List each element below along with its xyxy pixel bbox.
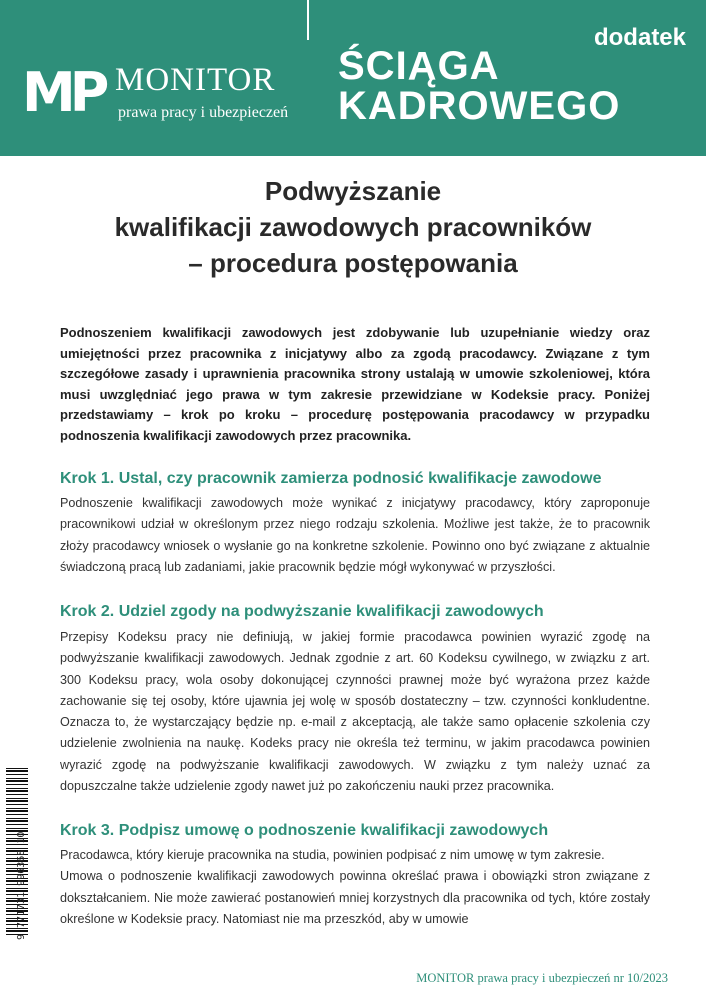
- publication-title-line-2: KADROWEGO: [338, 84, 621, 128]
- document-title-line-1: Podwyższanie: [264, 176, 442, 206]
- publication-title-line-1: ŚCIĄGA: [338, 44, 500, 88]
- step-1-body: [60, 493, 650, 578]
- intro-paragraph: Podnoszeniem kwalifikacji zawodowych jest zdobywanie lub uzupełnianie wiedzy oraz umiejętności przez pracownika z inicjatywy albo za zgodą pracodawcy. Związane z tym szczegółowe zasady i uprawnienia pracownika strony ustalają w umowie szkoleniowej, która musi uwzględniać jego prawa w tym zakresie przewidziane w Kodeksie pracy. Poniżej przedstawiamy – krok po kroku – procedurę postępowania pracodawcy w przypadku podnoszenia kwalifikacji zawodowych przez pracownika.: [60, 325, 650, 443]
- document-title: [40, 173, 666, 281]
- header-banner: [0, 0, 706, 156]
- document-title-line-3: – procedura postępowania: [188, 248, 518, 278]
- step-2-heading: Krok 2. Udziel zgody na podwyższanie kwalifikacji zawodowych: [60, 603, 544, 620]
- document-title-line-2: kwalifikacji zawodowych pracowników: [114, 212, 592, 242]
- page-footer: MONITOR prawa pracy i ubezpieczeń nr 10/2023: [416, 971, 668, 985]
- step-2-paragraph-1: Przepisy Kodeksu pracy nie definiują, w jakiej formie pracodawca powinien wyrazić zgodę na podwyższanie kwalifikacji zawodowych. Jednak zgodnie z art. 60 Kodeksu cywilnego, w związku z art. 300 Kodeksu pracy, wola osoby dokonującej czynności prawnej może być wyrażona przez każde zachowanie się tej osoby, które ujawnia jej wolę w sposób dostateczny – tzw. czynności konkludentne. Oznacza to, że wystarczający będzie np. e-mail z akceptacją, ale także samo opłacenie szkolenia czy udzielenie zwolnienia na naukę. Kodeks pracy nie określa też terminu, w jakim pracodawca powinien wyrazić zgodę na podwyższanie kwalifikacji zawodowych. W związku z tym należy uznać za dopuszczalne także udzielenie zgody nawet już po zakończeniu nauki przez pracownika.: [60, 630, 650, 794]
- barcode-digits: 9 771731 996368 10: [16, 831, 27, 940]
- step-1-heading: Krok 1. Ustal, czy pracownik zamierza podnosić kwalifikacje zawodowe: [60, 470, 602, 487]
- logo-monitor-text: MONITOR: [115, 62, 276, 98]
- step-3-paragraph-1: Pracodawca, który kieruje pracownika na studia, powinien podpisać z nim umowę w tym zakresie.: [60, 848, 605, 862]
- logo-mp-mark: MP: [22, 61, 104, 124]
- step-2-body: [60, 627, 650, 797]
- step-1-paragraph-1: Podnoszenie kwalifikacji zawodowych może wynikać z inicjatywy pracodawcy, który zaproponuje pracownikowi udział w określonym przez niego rodzaju szkolenia. Możliwe jest także, że to pracownik złoży pracodawcy wniosek o wysłanie go na konkretne szkolenie. Powinno ono być związane z aktualnie świadczoną pracą lub zadaniami, jakie pracownik będzie mógł wykonywać w przyszłości.: [60, 496, 650, 574]
- header-divider: [307, 0, 309, 40]
- step-3-heading: Krok 3. Podpisz umowę o podnoszenie kwalifikacji zawodowych: [60, 822, 549, 839]
- step-3-paragraph-2: Umowa o podnoszenie kwalifikacji zawodowych powinna określać prawa i obowiązki stron związane z dokształcaniem. Nie może zawierać postanowień mniej korzystnych dla pracownika od tych, które zostały określone w Kodeksie pracy. Natomiast nie ma przeszkód, aby w umowie: [60, 869, 650, 926]
- supplement-label: dodatek: [593, 24, 686, 51]
- publication-title: [338, 46, 620, 126]
- logo-subtitle: prawa pracy i ubezpieczeń: [118, 104, 289, 121]
- step-3-body: [60, 845, 650, 930]
